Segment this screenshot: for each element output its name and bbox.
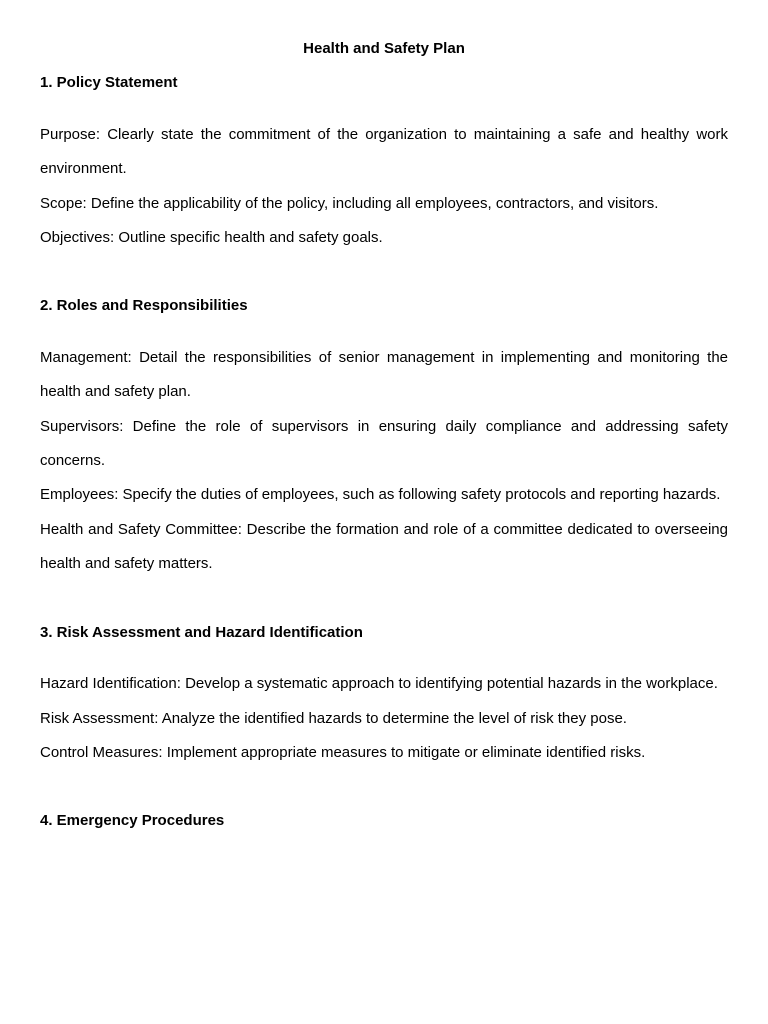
paragraph-management: Management: Detail the responsibilities of senior management in implementing and monitoring the health and safety plan.: [40, 348, 728, 401]
paragraph-control-measures: Control Measures: Implement appropriate measures to mitigate or eliminate identified risks.: [40, 743, 646, 761]
section-policy-statement: [40, 66, 728, 255]
section-heading: 4. Emergency Procedures: [40, 812, 225, 830]
document-title: Health and Safety Plan: [303, 40, 465, 57]
paragraph-risk-assessment: Risk Assessment: Analyze the identified hazards to determine the level of risk they pose.: [40, 709, 627, 727]
paragraph-committee: Health and Safety Committee: Describe the formation and role of a committee dedicated to overseeing health and safety matters.: [40, 520, 728, 573]
section-risk-assessment: [40, 616, 728, 771]
paragraph-scope: Scope: Define the applicability of the policy, including all employees, contractors, and visitors.: [40, 194, 659, 212]
paragraph-objectives: Objectives: Outline specific health and safety goals.: [40, 229, 383, 247]
paragraph-supervisors: Supervisors: Define the role of supervisors in ensuring daily compliance and addressing safety concerns.: [40, 417, 728, 470]
paragraph-employees: Employees: Specify the duties of employees, such as following safety protocols and reporting hazards.: [40, 486, 721, 504]
section-emergency-procedures: [40, 804, 728, 838]
section-heading: 3. Risk Assessment and Hazard Identification: [40, 623, 363, 641]
section-roles-responsibilities: [40, 289, 728, 581]
paragraph-purpose: Purpose: Clearly state the commitment of the organization to maintaining a safe and healthy work environment.: [40, 125, 728, 178]
section-heading: 2. Roles and Responsibilities: [40, 297, 248, 315]
section-heading: 1. Policy Statement: [40, 74, 178, 92]
paragraph-hazard-identification: Hazard Identification: Develop a systematic approach to identifying potential hazards in the workplace.: [40, 675, 718, 693]
